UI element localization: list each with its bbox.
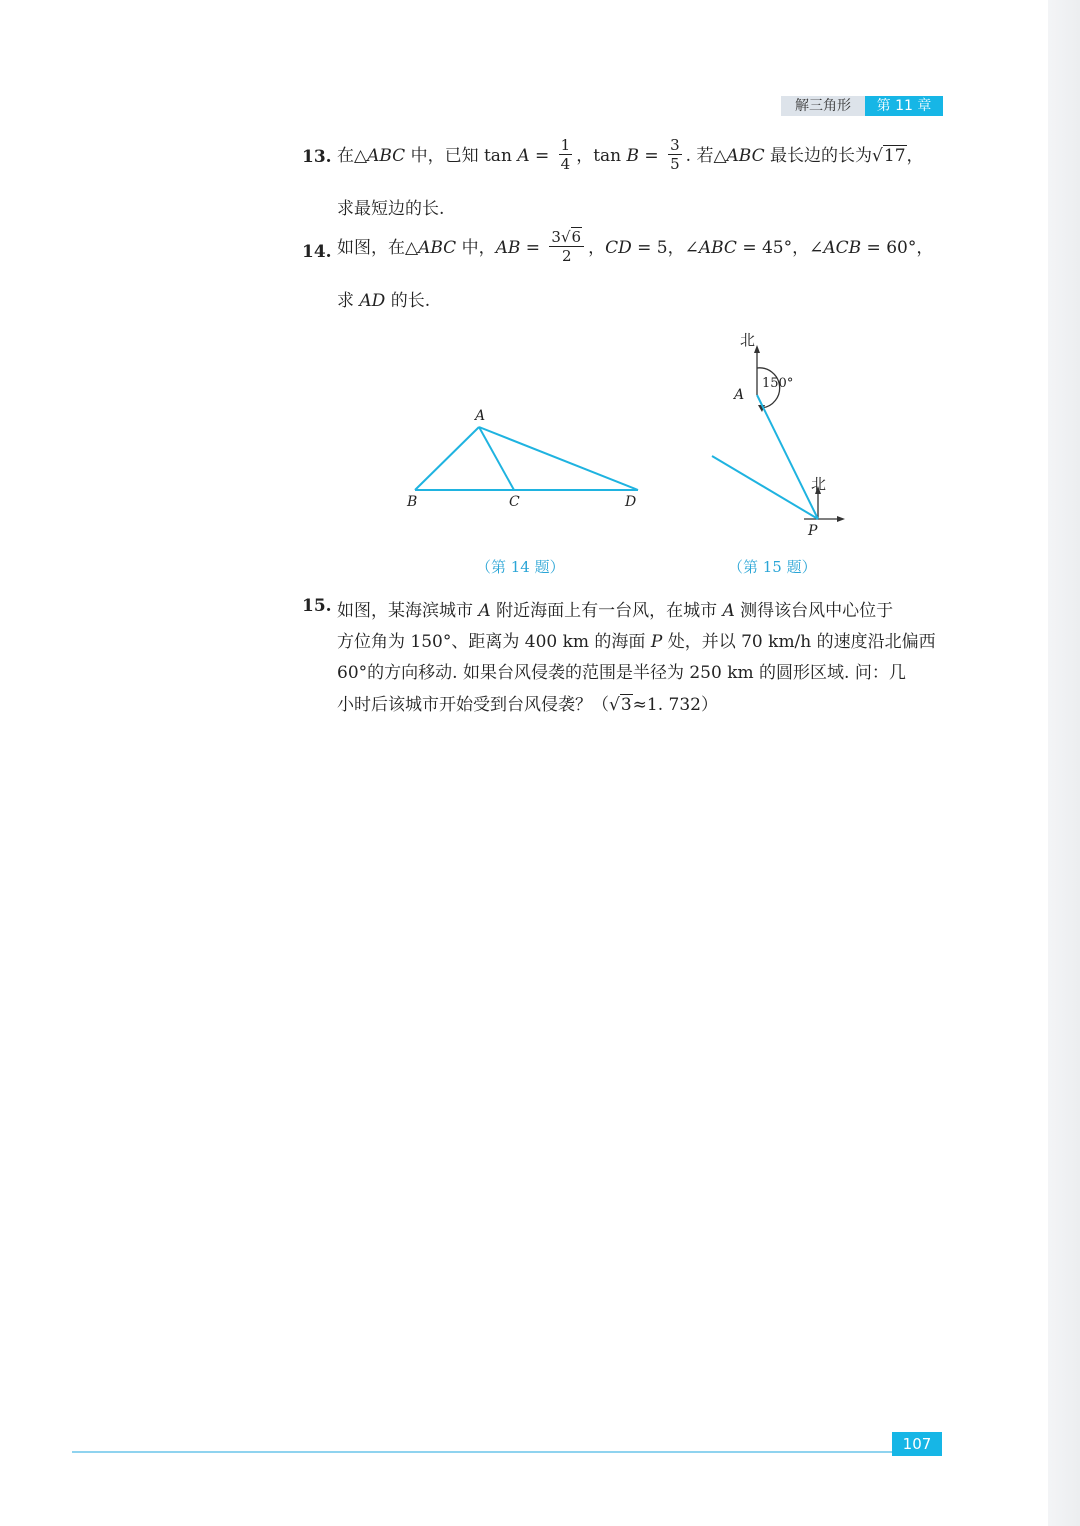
question-15-line-1 — [337, 596, 893, 621]
q14-text: ， — [588, 238, 606, 258]
q14-abc: ABC — [698, 238, 737, 258]
q15-sqrt-3 — [609, 695, 633, 715]
point-a-label: A — [734, 387, 745, 403]
section-title: 解三角形 — [781, 96, 865, 116]
q15-text: 方位角为 150°、距离为 400 km 的海面 — [337, 632, 651, 652]
figure-14-triangle — [400, 400, 650, 520]
question-13-line-2: 求最短边的长. — [337, 199, 445, 219]
q14-abc: ABC — [418, 238, 457, 258]
q15-var-a: A — [478, 601, 491, 621]
north-label-p: 北 — [811, 475, 827, 493]
sqrt-radicand: 17 — [883, 146, 906, 166]
q13-sqrt-17 — [872, 146, 906, 166]
q15-text: 附近海面上有一台风，在城市 — [490, 601, 723, 621]
q14-cd: CD — [605, 238, 632, 258]
q13-var-b: B — [626, 146, 640, 166]
fraction-numerator: 1 — [560, 136, 571, 154]
q13-abc: ABC — [726, 146, 765, 166]
q13-abc: ABC — [367, 146, 406, 166]
q14-text: = 60°， — [861, 238, 934, 258]
chapter-label: 第 11 章 — [865, 96, 943, 116]
sqrt-sign: √ — [872, 146, 883, 166]
question-13-line-1 — [337, 138, 924, 175]
east-arrowhead-p — [837, 516, 845, 522]
q15-text: ≈1. 732） — [632, 695, 718, 715]
point-a-label: A — [475, 408, 486, 424]
q15-text: 处，并以 70 km/h 的速度沿北偏西 — [662, 632, 936, 652]
q15-text: 测得该台风中心位于 — [734, 601, 894, 621]
q13-text: 最长边的长为 — [764, 146, 873, 166]
q13-fraction-2 — [668, 136, 682, 173]
point-b-label: B — [407, 494, 418, 510]
sqrt-radicand: 3 — [620, 695, 632, 715]
page-number: 107 — [892, 1432, 942, 1456]
point-c-label: C — [509, 494, 520, 510]
angle-label: 150° — [762, 376, 794, 391]
question-13-number: 13. — [302, 147, 332, 167]
q14-ab: AB — [495, 238, 521, 258]
question-14-line-2 — [337, 286, 430, 311]
q14-text: = 5，∠ — [631, 238, 699, 258]
sqrt-sign: √ — [609, 695, 620, 715]
question-15-line-4 — [337, 690, 718, 715]
q13-text: 在△ — [337, 146, 368, 166]
figure-15-bearing-diagram — [700, 325, 860, 540]
q14-acb: ACB — [823, 238, 862, 258]
q13-equals: = — [529, 146, 555, 166]
q13-equals: = — [639, 146, 665, 166]
figure-15-caption: （第 15 题） — [728, 558, 817, 576]
point-d-label: D — [625, 494, 637, 510]
q14-text: = 45°，∠ — [736, 238, 824, 258]
question-15-line-3: 60°的方向移动. 如果台风侵袭的范围是半径为 250 km 的圆形区域. 问：几 — [337, 663, 906, 683]
q13-text: ，tan — [576, 146, 627, 166]
fraction-denominator: 2 — [561, 247, 572, 265]
q14-text: 求 — [337, 291, 360, 311]
chapter-header — [781, 96, 943, 116]
fraction-numerator — [549, 228, 584, 247]
q14-equals: = — [520, 238, 546, 258]
q13-text: 中，已知 tan — [405, 146, 518, 166]
q14-text: 中， — [456, 238, 496, 258]
fraction-denominator: 4 — [560, 155, 571, 173]
q15-var-p: P — [650, 632, 663, 652]
q13-fraction-1 — [559, 136, 573, 173]
question-15-number: 15. — [302, 596, 332, 616]
q15-var-a: A — [722, 601, 735, 621]
question-14-number: 14. — [302, 242, 332, 262]
q14-fraction — [549, 228, 584, 265]
q14-text: 的长. — [385, 291, 431, 311]
point-p-label: P — [808, 523, 818, 539]
segment-ab — [415, 427, 479, 490]
page-edge-shade — [1048, 0, 1080, 1526]
segment-ad — [479, 427, 638, 490]
sqrt-sign: √ — [560, 228, 571, 246]
q13-text: ， — [906, 146, 924, 166]
segment-ac — [479, 427, 514, 490]
q13-var-a: A — [517, 146, 530, 166]
figure-14-caption: （第 14 题） — [476, 558, 565, 576]
footer-rule — [72, 1451, 892, 1453]
fraction-denominator: 5 — [670, 155, 680, 173]
q14-text: 如图，在△ — [337, 238, 419, 258]
q15-text: 如图，某海滨城市 — [337, 601, 479, 621]
sqrt-6 — [561, 228, 582, 246]
question-15-line-2 — [337, 627, 936, 652]
fraction-numerator: 3 — [670, 136, 680, 154]
sqrt-radicand: 6 — [571, 228, 582, 246]
north-label-a: 北 — [740, 331, 756, 349]
q14-ad: AD — [359, 291, 386, 311]
coef: 3 — [551, 228, 561, 246]
question-14-line-1 — [337, 230, 933, 267]
q13-text: . 若△ — [685, 146, 727, 166]
q15-text: 小时后该城市开始受到台风侵袭？（ — [337, 695, 609, 715]
